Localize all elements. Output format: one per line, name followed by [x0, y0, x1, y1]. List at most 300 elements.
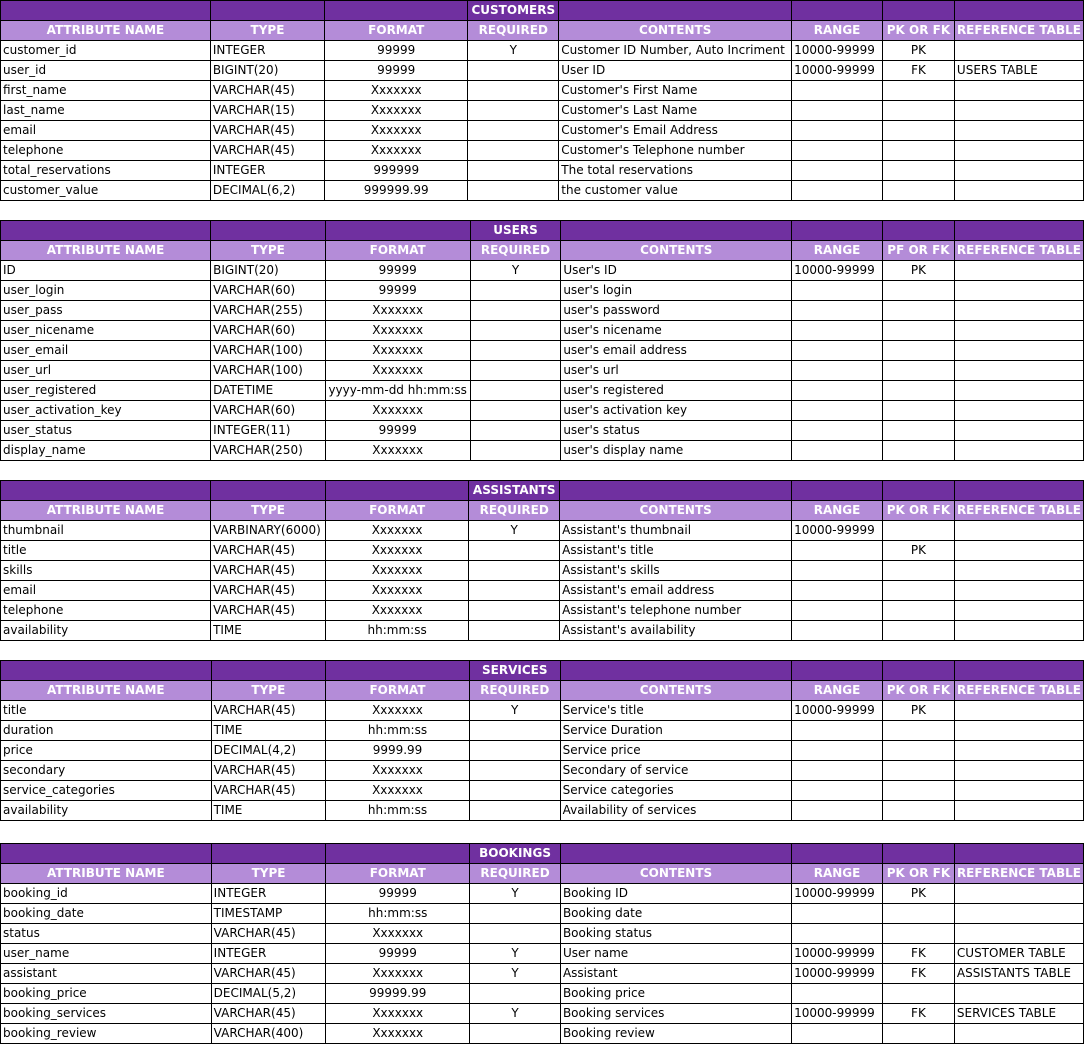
column-header[interactable]: RANGE: [792, 21, 883, 41]
table-cell[interactable]: [954, 924, 1083, 944]
table-cell[interactable]: user's login: [561, 281, 792, 301]
table-cell[interactable]: 99999: [326, 884, 470, 904]
table-cell[interactable]: Y: [470, 884, 561, 904]
table-cell[interactable]: Assistant's skills: [560, 561, 792, 581]
table-cell[interactable]: [792, 904, 883, 924]
table-cell[interactable]: [792, 301, 883, 321]
table-cell[interactable]: [882, 1024, 954, 1044]
table-cell[interactable]: Y: [469, 701, 560, 721]
table-cell[interactable]: [882, 581, 954, 601]
column-header[interactable]: REQUIRED: [469, 501, 560, 521]
table-cell[interactable]: [954, 621, 1083, 641]
table-cell[interactable]: hh:mm:ss: [326, 904, 470, 924]
table-title[interactable]: CUSTOMERS: [468, 1, 559, 21]
table-cell[interactable]: hh:mm:ss: [326, 721, 470, 741]
title-cell[interactable]: [882, 844, 954, 864]
table-cell[interactable]: [954, 401, 1083, 421]
table-cell[interactable]: Service's title: [560, 701, 792, 721]
table-cell[interactable]: [468, 141, 559, 161]
table-cell[interactable]: TIMESTAMP: [211, 904, 326, 924]
table-cell[interactable]: VARCHAR(45): [211, 924, 326, 944]
table-cell[interactable]: Xxxxxxx: [326, 521, 469, 541]
table-cell[interactable]: [469, 781, 560, 801]
table-cell[interactable]: [883, 141, 955, 161]
table-cell[interactable]: user_url: [1, 361, 211, 381]
table-cell[interactable]: The total reservations: [559, 161, 792, 181]
table-cell[interactable]: VARCHAR(45): [211, 601, 326, 621]
table-cell[interactable]: FK: [882, 964, 954, 984]
table-cell[interactable]: VARCHAR(45): [211, 561, 326, 581]
table-cell[interactable]: [954, 701, 1083, 721]
table-cell[interactable]: INTEGER: [211, 884, 326, 904]
table-cell[interactable]: VARCHAR(45): [211, 541, 326, 561]
table-cell[interactable]: INTEGER: [211, 944, 326, 964]
table-cell[interactable]: VARCHAR(45): [210, 121, 324, 141]
table-cell[interactable]: Xxxxxxx: [326, 541, 469, 561]
table-cell[interactable]: [792, 281, 883, 301]
table-cell[interactable]: DECIMAL(4,2): [211, 741, 326, 761]
table-cell[interactable]: [470, 441, 561, 461]
table-cell[interactable]: [470, 924, 561, 944]
table-cell[interactable]: [792, 381, 883, 401]
table-cell[interactable]: Service Duration: [560, 721, 792, 741]
table-cell[interactable]: [792, 441, 883, 461]
title-cell[interactable]: [1, 1, 211, 21]
table-cell[interactable]: Assistant's email address: [560, 581, 792, 601]
table-cell[interactable]: VARCHAR(45): [211, 581, 326, 601]
table-cell[interactable]: [469, 761, 560, 781]
table-cell[interactable]: 10000-99999: [792, 61, 883, 81]
table-cell[interactable]: 999999: [325, 161, 468, 181]
table-cell[interactable]: [470, 984, 561, 1004]
table-cell[interactable]: user_pass: [1, 301, 211, 321]
table-cell[interactable]: 99999: [325, 261, 470, 281]
table-cell[interactable]: Customer's Last Name: [559, 101, 792, 121]
table-cell[interactable]: Xxxxxxx: [325, 101, 468, 121]
table-cell[interactable]: user_nicename: [1, 321, 211, 341]
table-cell[interactable]: [469, 601, 560, 621]
column-header[interactable]: PK OR FK: [882, 501, 954, 521]
table-title[interactable]: USERS: [470, 221, 561, 241]
table-cell[interactable]: Xxxxxxx: [326, 701, 470, 721]
table-cell[interactable]: telephone: [1, 141, 211, 161]
column-header[interactable]: REQUIRED: [468, 21, 559, 41]
table-cell[interactable]: VARCHAR(60): [211, 281, 326, 301]
table-cell[interactable]: [954, 141, 1083, 161]
table-cell[interactable]: yyyy-mm-dd hh:mm:ss: [325, 381, 470, 401]
table-cell[interactable]: [954, 741, 1083, 761]
table-cell[interactable]: [883, 761, 955, 781]
column-header[interactable]: RANGE: [792, 681, 883, 701]
table-cell[interactable]: user's nicename: [561, 321, 792, 341]
table-cell[interactable]: TIME: [211, 801, 326, 821]
table-cell[interactable]: 10000-99999: [792, 521, 883, 541]
table-cell[interactable]: booking_review: [1, 1024, 212, 1044]
table-cell[interactable]: first_name: [1, 81, 211, 101]
table-cell[interactable]: DATETIME: [211, 381, 326, 401]
table-cell[interactable]: [882, 984, 954, 1004]
table-title[interactable]: SERVICES: [469, 661, 560, 681]
table-cell[interactable]: [469, 721, 560, 741]
title-cell[interactable]: [211, 481, 326, 501]
table-cell[interactable]: [470, 341, 561, 361]
title-cell[interactable]: [1, 221, 211, 241]
column-header[interactable]: CONTENTS: [560, 501, 792, 521]
column-header[interactable]: ATTRIBUTE NAME: [1, 501, 211, 521]
table-cell[interactable]: [468, 61, 559, 81]
table-cell[interactable]: Xxxxxxx: [325, 341, 470, 361]
title-cell[interactable]: [883, 661, 955, 681]
table-cell[interactable]: [469, 581, 560, 601]
table-cell[interactable]: VARCHAR(45): [210, 81, 324, 101]
title-cell[interactable]: [559, 1, 792, 21]
table-cell[interactable]: [954, 541, 1083, 561]
table-cell[interactable]: [792, 141, 883, 161]
title-cell[interactable]: [560, 481, 792, 501]
table-cell[interactable]: [954, 521, 1083, 541]
table-cell[interactable]: [792, 924, 883, 944]
table-cell[interactable]: thumbnail: [1, 521, 211, 541]
table-cell[interactable]: INTEGER: [210, 41, 324, 61]
table-cell[interactable]: User name: [560, 944, 791, 964]
column-header[interactable]: REQUIRED: [470, 241, 561, 261]
table-cell[interactable]: Xxxxxxx: [326, 601, 469, 621]
table-cell[interactable]: [883, 341, 955, 361]
table-cell[interactable]: Xxxxxxx: [326, 924, 470, 944]
column-header[interactable]: RANGE: [792, 241, 883, 261]
table-cell[interactable]: Customer's First Name: [559, 81, 792, 101]
table-cell[interactable]: [470, 904, 561, 924]
table-cell[interactable]: [792, 984, 883, 1004]
column-header[interactable]: TYPE: [210, 21, 324, 41]
table-cell[interactable]: user's email address: [561, 341, 792, 361]
table-cell[interactable]: [954, 301, 1083, 321]
table-cell[interactable]: [883, 301, 955, 321]
table-cell[interactable]: 999999.99: [325, 181, 468, 201]
table-cell[interactable]: Assistant: [560, 964, 791, 984]
table-cell[interactable]: title: [1, 701, 212, 721]
title-cell[interactable]: [882, 481, 954, 501]
table-cell[interactable]: booking_id: [1, 884, 212, 904]
table-cell[interactable]: email: [1, 581, 211, 601]
table-cell[interactable]: [792, 181, 883, 201]
table-cell[interactable]: [792, 781, 883, 801]
column-header[interactable]: REQUIRED: [470, 864, 561, 884]
table-cell[interactable]: Xxxxxxx: [325, 81, 468, 101]
table-cell[interactable]: 99999: [325, 41, 468, 61]
table-cell[interactable]: [468, 81, 559, 101]
table-cell[interactable]: VARCHAR(15): [210, 101, 324, 121]
title-cell[interactable]: [883, 1, 955, 21]
title-cell[interactable]: [211, 221, 326, 241]
table-cell[interactable]: Xxxxxxx: [325, 401, 470, 421]
table-cell[interactable]: Booking status: [560, 924, 791, 944]
table-cell[interactable]: [883, 101, 955, 121]
table-cell[interactable]: hh:mm:ss: [326, 621, 469, 641]
table-cell[interactable]: Availability of services: [560, 801, 792, 821]
table-cell[interactable]: FK: [882, 1004, 954, 1024]
table-cell[interactable]: user_activation_key: [1, 401, 211, 421]
column-header[interactable]: REFERENCE TABLE: [954, 21, 1083, 41]
table-cell[interactable]: duration: [1, 721, 212, 741]
table-cell[interactable]: [954, 41, 1083, 61]
table-cell[interactable]: 10000-99999: [792, 964, 883, 984]
table-cell[interactable]: VARCHAR(60): [211, 401, 326, 421]
table-cell[interactable]: Y: [470, 261, 561, 281]
table-cell[interactable]: [792, 101, 883, 121]
table-cell[interactable]: [882, 621, 954, 641]
title-cell[interactable]: [560, 844, 791, 864]
table-cell[interactable]: VARCHAR(100): [211, 361, 326, 381]
table-cell[interactable]: Booking price: [560, 984, 791, 1004]
title-cell[interactable]: [210, 1, 324, 21]
table-cell[interactable]: [469, 561, 560, 581]
column-header[interactable]: PK OR FK: [882, 864, 954, 884]
table-cell[interactable]: Xxxxxxx: [326, 561, 469, 581]
table-cell[interactable]: service_categories: [1, 781, 212, 801]
title-cell[interactable]: [954, 661, 1083, 681]
table-cell[interactable]: Customer's Email Address: [559, 121, 792, 141]
table-cell[interactable]: customer_id: [1, 41, 211, 61]
table-cell[interactable]: [954, 361, 1083, 381]
title-cell[interactable]: [954, 481, 1083, 501]
table-cell[interactable]: Customer ID Number, Auto Incriment: [559, 41, 792, 61]
column-header[interactable]: ATTRIBUTE NAME: [1, 21, 211, 41]
table-cell[interactable]: 9999.99: [326, 741, 470, 761]
table-cell[interactable]: PK: [883, 261, 955, 281]
table-cell[interactable]: [792, 401, 883, 421]
table-cell[interactable]: VARCHAR(250): [211, 441, 326, 461]
column-header[interactable]: PK OR FK: [883, 681, 955, 701]
title-cell[interactable]: [560, 661, 792, 681]
table-cell[interactable]: Xxxxxxx: [325, 441, 470, 461]
table-cell[interactable]: FK: [882, 944, 954, 964]
table-cell[interactable]: [470, 381, 561, 401]
table-cell[interactable]: title: [1, 541, 211, 561]
table-cell[interactable]: [470, 1024, 561, 1044]
table-cell[interactable]: [883, 181, 955, 201]
table-cell[interactable]: user_id: [1, 61, 211, 81]
column-header[interactable]: PK OR FK: [883, 21, 955, 41]
table-cell[interactable]: [883, 321, 955, 341]
table-cell[interactable]: [469, 741, 560, 761]
table-cell[interactable]: Customer's Telephone number: [559, 141, 792, 161]
table-cell[interactable]: [954, 421, 1083, 441]
table-cell[interactable]: [883, 121, 955, 141]
table-cell[interactable]: [470, 301, 561, 321]
table-cell[interactable]: PK: [883, 701, 955, 721]
table-cell[interactable]: VARCHAR(45): [211, 701, 326, 721]
column-header[interactable]: FORMAT: [326, 681, 470, 701]
table-cell[interactable]: [954, 81, 1083, 101]
table-cell[interactable]: user_login: [1, 281, 211, 301]
table-cell[interactable]: [792, 541, 883, 561]
table-cell[interactable]: user's activation key: [561, 401, 792, 421]
table-cell[interactable]: [792, 421, 883, 441]
column-header[interactable]: RANGE: [792, 501, 883, 521]
table-cell[interactable]: skills: [1, 561, 211, 581]
table-cell[interactable]: [470, 421, 561, 441]
table-cell[interactable]: Y: [468, 41, 559, 61]
table-cell[interactable]: [469, 621, 560, 641]
table-cell[interactable]: [954, 561, 1083, 581]
table-cell[interactable]: [883, 81, 955, 101]
table-cell[interactable]: [792, 581, 883, 601]
table-cell[interactable]: ASSISTANTS TABLE: [954, 964, 1083, 984]
table-cell[interactable]: User ID: [559, 61, 792, 81]
table-cell[interactable]: [954, 161, 1083, 181]
table-cell[interactable]: [954, 904, 1083, 924]
table-cell[interactable]: Xxxxxxx: [326, 1004, 470, 1024]
table-title[interactable]: ASSISTANTS: [469, 481, 560, 501]
title-cell[interactable]: [792, 661, 883, 681]
table-cell[interactable]: Xxxxxxx: [326, 581, 469, 601]
table-cell[interactable]: availability: [1, 801, 212, 821]
title-cell[interactable]: [326, 844, 470, 864]
table-cell[interactable]: user's display name: [561, 441, 792, 461]
title-cell[interactable]: [1, 481, 211, 501]
title-cell[interactable]: [792, 221, 883, 241]
table-cell[interactable]: Xxxxxxx: [325, 321, 470, 341]
table-cell[interactable]: [954, 1024, 1083, 1044]
table-cell[interactable]: [883, 421, 955, 441]
table-cell[interactable]: 99999: [325, 421, 470, 441]
table-cell[interactable]: [470, 401, 561, 421]
table-cell[interactable]: [468, 121, 559, 141]
table-cell[interactable]: VARCHAR(255): [211, 301, 326, 321]
table-cell[interactable]: 99999: [326, 944, 470, 964]
table-cell[interactable]: user's url: [561, 361, 792, 381]
table-cell[interactable]: 10000-99999: [792, 1004, 883, 1024]
column-header[interactable]: CONTENTS: [559, 21, 792, 41]
column-header[interactable]: REFERENCE TABLE: [954, 864, 1083, 884]
table-cell[interactable]: [954, 761, 1083, 781]
table-cell[interactable]: secondary: [1, 761, 212, 781]
table-cell[interactable]: Y: [469, 521, 560, 541]
table-cell[interactable]: VARCHAR(45): [210, 141, 324, 161]
table-cell[interactable]: status: [1, 924, 212, 944]
column-header[interactable]: PF OR FK: [883, 241, 955, 261]
table-cell[interactable]: [882, 904, 954, 924]
table-cell[interactable]: [468, 181, 559, 201]
table-cell[interactable]: Service categories: [560, 781, 792, 801]
column-header[interactable]: CONTENTS: [560, 681, 792, 701]
table-cell[interactable]: telephone: [1, 601, 211, 621]
table-cell[interactable]: availability: [1, 621, 211, 641]
table-cell[interactable]: [954, 781, 1083, 801]
table-cell[interactable]: DECIMAL(6,2): [210, 181, 324, 201]
column-header[interactable]: FORMAT: [326, 501, 469, 521]
table-cell[interactable]: [954, 281, 1083, 301]
column-header[interactable]: FORMAT: [326, 864, 470, 884]
title-cell[interactable]: [326, 481, 469, 501]
table-cell[interactable]: [792, 121, 883, 141]
table-cell[interactable]: [883, 741, 955, 761]
title-cell[interactable]: [883, 221, 955, 241]
table-cell[interactable]: Xxxxxxx: [325, 301, 470, 321]
table-cell[interactable]: [792, 361, 883, 381]
table-cell[interactable]: user's registered: [561, 381, 792, 401]
table-cell[interactable]: INTEGER: [210, 161, 324, 181]
table-cell[interactable]: VARCHAR(100): [211, 341, 326, 361]
table-cell[interactable]: [469, 541, 560, 561]
table-cell[interactable]: 99999: [325, 61, 468, 81]
table-cell[interactable]: [792, 561, 883, 581]
table-cell[interactable]: [468, 101, 559, 121]
table-cell[interactable]: 99999: [325, 281, 470, 301]
table-cell[interactable]: [954, 381, 1083, 401]
table-cell[interactable]: Booking ID: [560, 884, 791, 904]
table-cell[interactable]: Booking date: [560, 904, 791, 924]
table-cell[interactable]: Xxxxxxx: [325, 141, 468, 161]
table-cell[interactable]: ID: [1, 261, 211, 281]
table-cell[interactable]: DECIMAL(5,2): [211, 984, 326, 1004]
column-header[interactable]: FORMAT: [325, 21, 468, 41]
title-cell[interactable]: [211, 661, 326, 681]
table-cell[interactable]: FK: [883, 61, 955, 81]
table-cell[interactable]: Xxxxxxx: [326, 761, 470, 781]
table-cell[interactable]: [470, 321, 561, 341]
table-cell[interactable]: Xxxxxxx: [325, 121, 468, 141]
table-cell[interactable]: [954, 181, 1083, 201]
table-cell[interactable]: TIME: [211, 621, 326, 641]
table-cell[interactable]: BIGINT(20): [210, 61, 324, 81]
table-cell[interactable]: [792, 801, 883, 821]
table-cell[interactable]: [883, 361, 955, 381]
column-header[interactable]: REFERENCE TABLE: [954, 681, 1083, 701]
column-header[interactable]: TYPE: [211, 241, 326, 261]
table-cell[interactable]: [470, 281, 561, 301]
table-cell[interactable]: Secondary of service: [560, 761, 792, 781]
table-cell[interactable]: [792, 621, 883, 641]
table-cell[interactable]: [954, 601, 1083, 621]
table-cell[interactable]: 10000-99999: [792, 41, 883, 61]
table-cell[interactable]: [883, 381, 955, 401]
table-cell[interactable]: user_email: [1, 341, 211, 361]
table-cell[interactable]: USERS TABLE: [954, 61, 1083, 81]
table-cell[interactable]: Booking services: [560, 1004, 791, 1024]
title-cell[interactable]: [954, 221, 1083, 241]
table-cell[interactable]: booking_date: [1, 904, 212, 924]
title-cell[interactable]: [211, 844, 326, 864]
table-cell[interactable]: the customer value: [559, 181, 792, 201]
title-cell[interactable]: [325, 221, 470, 241]
column-header[interactable]: CONTENTS: [560, 864, 791, 884]
table-cell[interactable]: Xxxxxxx: [325, 361, 470, 381]
table-cell[interactable]: user's password: [561, 301, 792, 321]
table-cell[interactable]: user_status: [1, 421, 211, 441]
table-cell[interactable]: Booking review: [560, 1024, 791, 1044]
table-cell[interactable]: email: [1, 121, 211, 141]
title-cell[interactable]: [561, 221, 792, 241]
table-cell[interactable]: 10000-99999: [792, 261, 883, 281]
table-cell[interactable]: VARCHAR(60): [211, 321, 326, 341]
column-header[interactable]: TYPE: [211, 864, 326, 884]
table-cell[interactable]: [954, 884, 1083, 904]
column-header[interactable]: FORMAT: [325, 241, 470, 261]
table-cell[interactable]: BIGINT(20): [211, 261, 326, 281]
title-cell[interactable]: [792, 1, 883, 21]
table-cell[interactable]: [792, 721, 883, 741]
table-cell[interactable]: [954, 261, 1083, 281]
table-cell[interactable]: Y: [470, 964, 561, 984]
table-cell[interactable]: VARCHAR(45): [211, 964, 326, 984]
table-cell[interactable]: [792, 761, 883, 781]
table-cell[interactable]: 10000-99999: [792, 944, 883, 964]
column-header[interactable]: ATTRIBUTE NAME: [1, 681, 212, 701]
title-cell[interactable]: [1, 844, 212, 864]
table-cell[interactable]: PK: [882, 884, 954, 904]
